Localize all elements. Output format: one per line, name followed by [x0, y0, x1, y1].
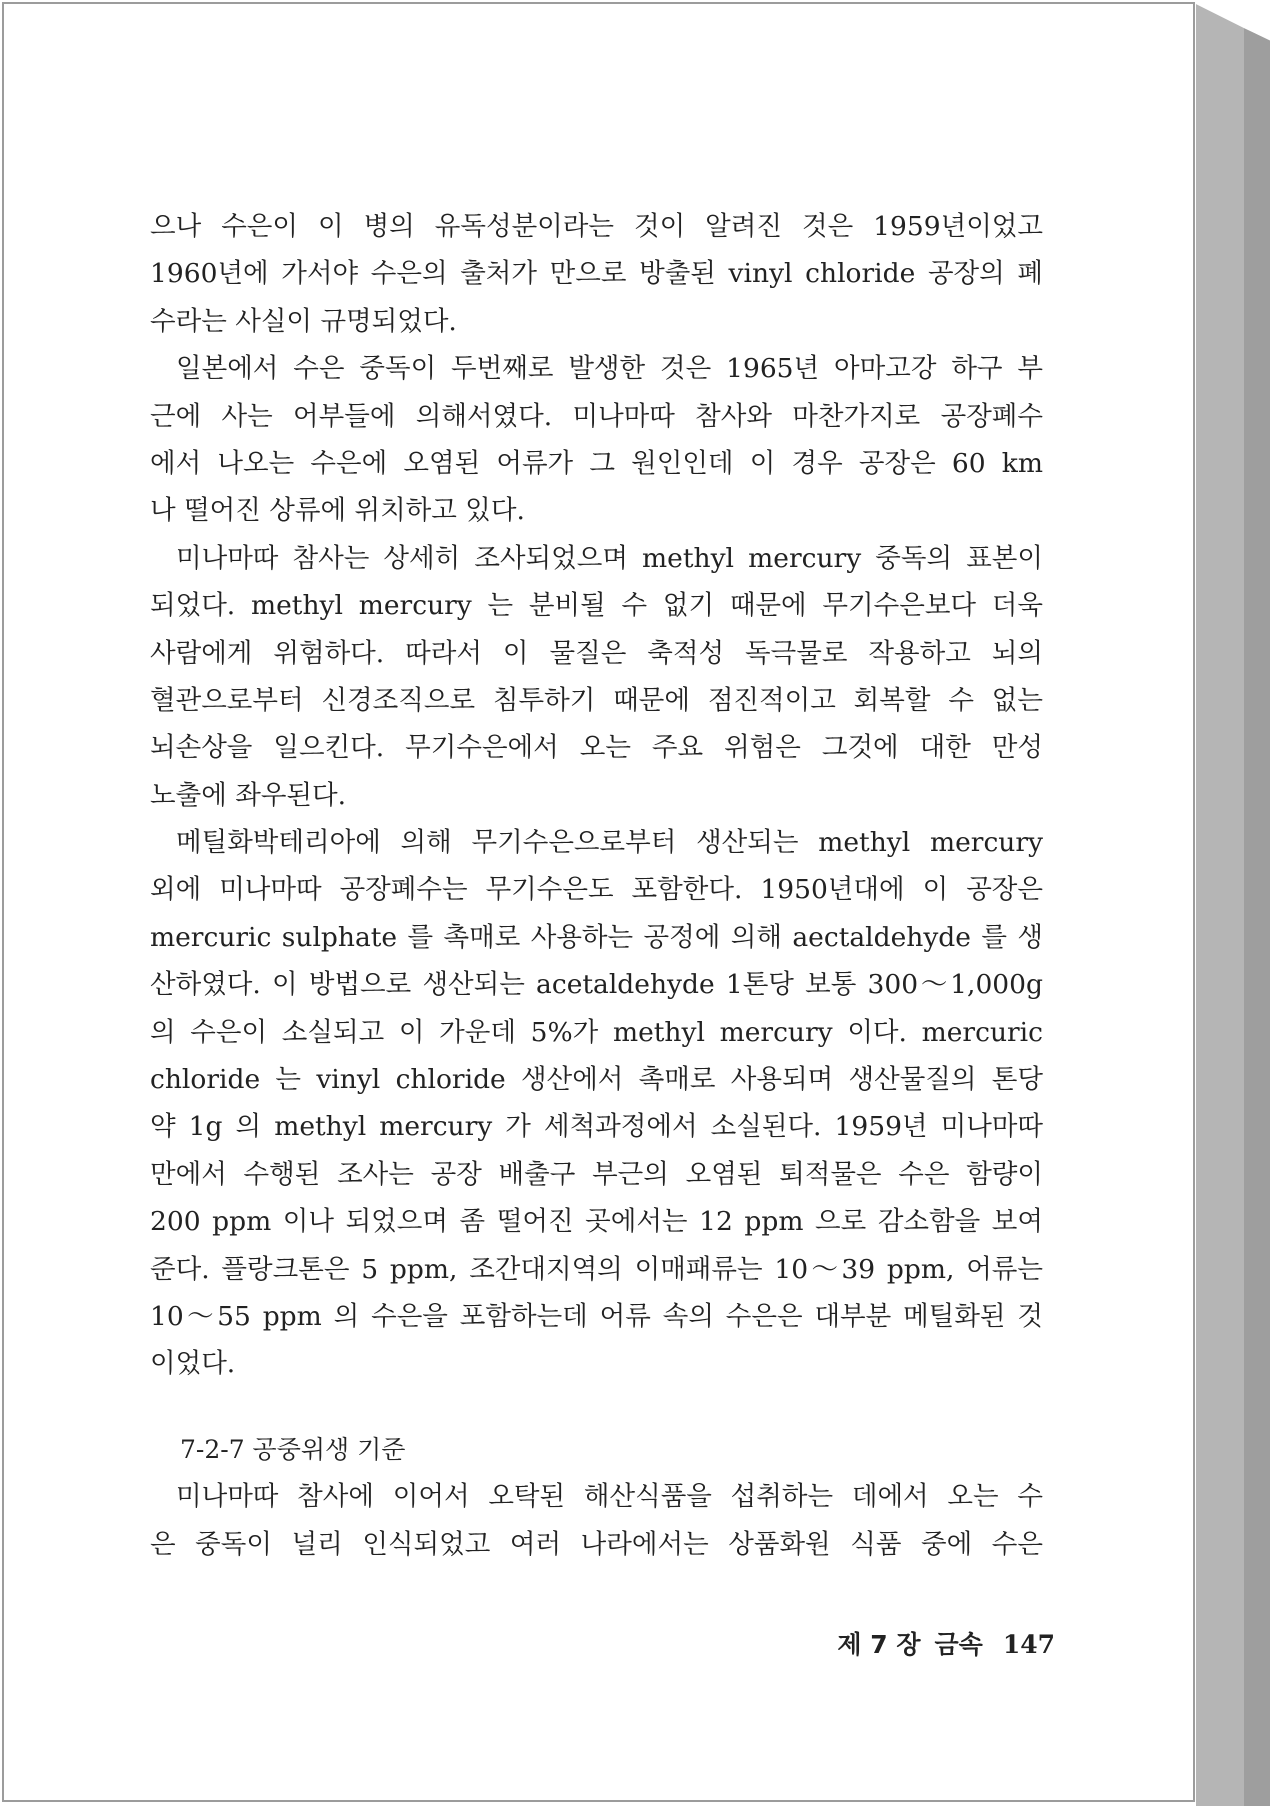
body-line: 만에서 수행된 조사는 공장 배출구 부근의 오염된 퇴적물은 수은 함량이 — [150, 1158, 1043, 1190]
body-line: 일본에서 수은 중독이 두번째로 발생한 것은 1965년 아마고강 하구 부 — [176, 353, 1043, 385]
body-line: mercuric sulphate 를 촉매로 사용하는 공정에 의해 aectaldehyde 를 생 — [150, 921, 1043, 953]
body-line: 준다. 플랑크톤은 5 ppm, 조간대지역의 이매패류는 10～39 ppm, 어류는 — [150, 1253, 1043, 1285]
body-line: 나 떨어진 상류에 위치하고 있다. — [150, 495, 525, 527]
body-line: chloride 는 vinyl chloride 생산에서 촉매로 사용되며 생산물질의 톤당 — [150, 1064, 1043, 1096]
body-line: 이었다. — [150, 1348, 236, 1380]
body-line: 에서 나오는 수은에 오염된 어류가 그 원인인데 이 경우 공장은 60 km — [150, 447, 1043, 479]
body-line: 1960년에 가서야 수은의 출처가 만으로 방출된 vinyl chloride 공장의 폐 — [150, 258, 1043, 290]
body-line: 혈관으로부터 신경조직으로 침투하기 때문에 점진적이고 회복할 수 없는 — [150, 684, 1043, 716]
body-line: 10～55 ppm 의 수은을 포함하는데 어류 속의 수은은 대부분 메틸화된 것 — [150, 1300, 1043, 1332]
body-line: 은 중독이 널리 인식되었고 여러 나라에서는 상품화원 식품 중에 수은 — [150, 1528, 1043, 1560]
body-line: 노출에 좌우된다. — [150, 779, 347, 811]
body-line: 외에 미나마따 공장폐수는 무기수은도 포함한다. 1950년대에 이 공장은 — [150, 874, 1043, 906]
body-line: 뇌손상을 일으킨다. 무기수은에서 오는 주요 위험은 그것에 대한 만성 — [150, 732, 1043, 764]
body-line: 산하였다. 이 방법으로 생산되는 acetaldehyde 1톤당 보통 300～1,000g — [150, 969, 1043, 1001]
body-line: 수라는 사실이 규명되었다. — [150, 305, 457, 337]
body-line: 으나 수은이 이 병의 유독성분이라는 것이 알려진 것은 1959년이었고 — [150, 211, 1043, 242]
section-heading: 7-2-7 공중위생 기준 — [180, 1434, 406, 1464]
body-line: 메틸화박테리아에 의해 무기수은으로부터 생산되는 methyl mercury — [176, 827, 1043, 859]
section-spacer — [150, 1388, 1043, 1426]
page-number: 147 — [1002, 1630, 1055, 1659]
body-line: 의 수은이 소실되고 이 가운데 5%가 methyl mercury 이다. mercuric — [150, 1016, 1043, 1048]
chapter-label: 제 7 장 — [837, 1630, 921, 1659]
body-line: 근에 사는 어부들에 의해서였다. 미나마따 참사와 마찬가지로 공장폐수 — [150, 400, 1043, 432]
body-line: 미나마따 참사는 상세히 조사되었으며 methyl mercury 중독의 표본이 — [176, 542, 1043, 574]
page-footer — [740, 1625, 1055, 1661]
body-line: 약 1g 의 methyl mercury 가 세척과정에서 소실된다. 1959년 미나마따 — [150, 1111, 1043, 1143]
body-line: 미나마따 참사에 이어서 오탁된 해산식품을 섭취하는 데에서 오는 수 — [176, 1481, 1043, 1513]
page-content — [150, 203, 1043, 1568]
body-line: 사람에게 위험하다. 따라서 이 물질은 축적성 독극물로 작용하고 뇌의 — [150, 637, 1043, 669]
body-line: 되었다. methyl mercury 는 분비될 수 없기 때문에 무기수은보다 더욱 — [150, 590, 1043, 622]
chapter-title: 금속 — [934, 1630, 983, 1659]
body-line: 200 ppm 이나 되었으며 좀 떨어진 곳에서는 12 ppm 으로 감소함을 보여 — [150, 1206, 1043, 1238]
